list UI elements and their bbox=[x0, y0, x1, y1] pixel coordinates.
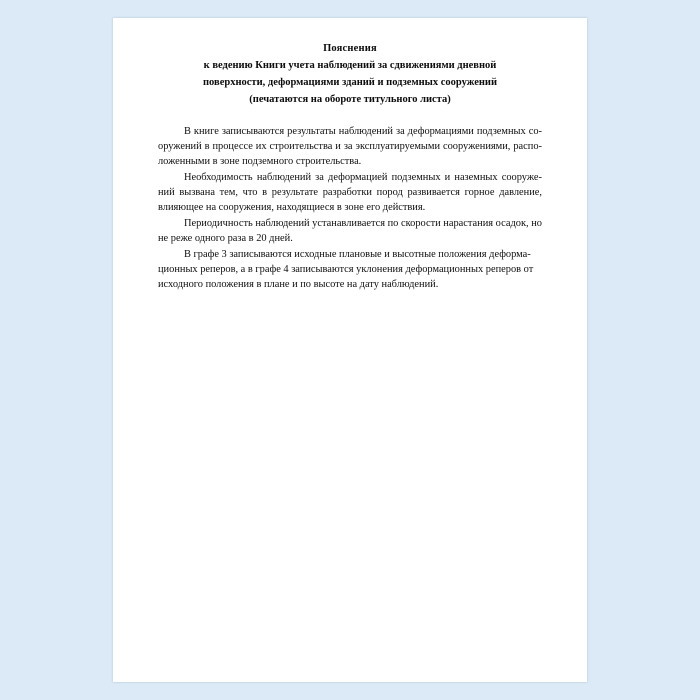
document-page bbox=[113, 18, 587, 682]
document-content bbox=[158, 40, 542, 293]
document-title-block bbox=[158, 40, 542, 108]
title-line-3: поверхности, деформациями зданий и подземных сооружений bbox=[203, 77, 497, 88]
title-line-4: (печатаются на обороте титульного листа) bbox=[249, 94, 451, 105]
paragraph-4: В графе 3 записываются исходные плановые и высотные положения деформационных реперов, а в графе 4 записываются уклонения деформационных реперов от исходного положения в плане и по высоте на дату наблюдений. bbox=[158, 249, 534, 291]
title-line-1: Пояснения bbox=[323, 43, 377, 54]
paragraph-2: Необходимость наблюдений за деформацией подземных и наземных сооружений вызвана тем, что в результате разработки пород развивается горное давление, влияющее на сооружения, находящиеся в зоне его действия. bbox=[158, 172, 542, 214]
paragraph-3: Периодичность наблюдений устанавливается по скорости нарастания осадок, но не реже одного раза в 20 дней. bbox=[158, 218, 542, 245]
document-paragraphs bbox=[158, 124, 542, 293]
paragraph-1: В книге записываются результаты наблюдений за деформациями подземных сооружений в процессе их строительства и за эксплуатируемыми сооружениями, расположенными в зоне подземного строительства. bbox=[158, 126, 542, 168]
title-line-2: к ведению Книги учета наблюдений за сдвижениями дневной bbox=[203, 60, 497, 71]
